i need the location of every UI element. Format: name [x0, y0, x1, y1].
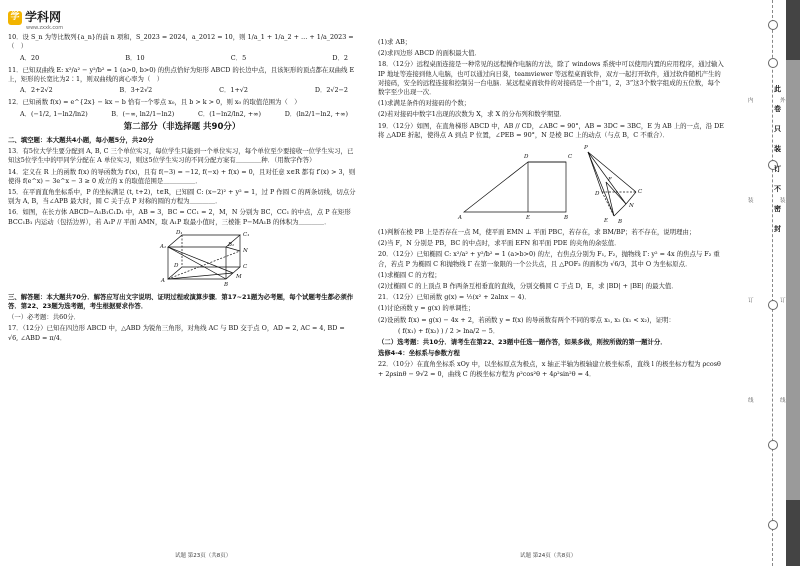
option: D．2 — [332, 53, 348, 62]
question-22: 22．（10分）在直角坐标系 xOy 中，以坐标原点为极点，x 轴正半轴为极轴建立极坐标系，直线 l 的极坐标方程为 ρcosθ + 2ρsinθ − 9√2 = 0，曲线 C 的极坐标方程为 ρ²cos²θ + 4ρ²sin²θ = 4． — [378, 360, 721, 378]
fig-label: N — [243, 247, 248, 254]
fig-label: D — [174, 262, 179, 269]
option: C．(1−ln2/ln2, +∞) — [197, 109, 261, 118]
logo-text: 学科网 — [25, 10, 62, 25]
option: C．1+√2 — [219, 86, 248, 95]
binding-outer-text: 线 — [780, 398, 786, 404]
question-12-options — [8, 110, 356, 119]
binding-hole — [768, 300, 778, 310]
left-column — [8, 8, 356, 345]
option: A．2+2√2 — [20, 86, 53, 95]
fig-label: B — [224, 281, 229, 288]
option: B．10 — [125, 53, 145, 62]
binding-strip — [786, 0, 800, 566]
option: A．(−1/2, 1−ln2/ln2) — [20, 109, 88, 118]
elective-heading: （二）选考题：共10分．请考生在第22、23题中任选一题作答，如果多做，则按所做的第一题计分． — [378, 338, 667, 347]
question-18: 18．（12分）远程桌面连接是一种常见的远程操作电脑的方法，除了 windows 系统中可以使用内置的应用程序，通过输入 IP 地址等连接到他人电脑，也可以通过向日葵，teamviewer 等远程桌面软件，双方一起打开软件，通过软件随机产生的对接码，安全的远程连接和控制另一台电脑．某远程桌面软件的对接码是一个由“1，2，3”这3个数字组成的五位数，每个数字至少出现一次． — [378, 60, 724, 97]
binding-margin — [742, 0, 800, 566]
question-16: 16．如图，在长方体 ABCD−A₁B₁C₁D₁ 中，AB = 3，BC = CC₁ = 2，M，N 分别为 BC，CC₁ 的中点，点 P 在矩形 BCC₁B₁ 内运动（包括边界），若 A₁P // 平面 AMN，取 A₁P 取最小值时，三棱锥 P−MA₁B 的体积为＿＿＿＿． — [8, 208, 351, 226]
logo-url: www.zxxk.com — [26, 25, 64, 31]
binding-text: 装 — [774, 145, 781, 153]
binding-inner-text: 装 — [748, 198, 754, 204]
fill-in-heading: 二、填空题：本大题共4小题，每小题5分，共20分 — [8, 136, 154, 145]
binding-text: 此 — [774, 85, 781, 93]
binding-inner-text: 订 — [748, 298, 754, 304]
question-17-part-2: (2)求四边形 ABCD 的面积最大值． — [378, 49, 481, 58]
fig-label: P — [584, 145, 588, 152]
binding-text: 订 — [774, 165, 781, 173]
part-two-title: 第二部分（非选择题 共90分） — [123, 121, 241, 132]
fig-label: D₁ — [176, 229, 183, 236]
question-13: 13．有5位大学生要分配到 A, B, C 三个单位实习，每位学生只能到一个单位实习，每个单位至少要接收一位学生实习，已知这5位学生中的甲同学分配在 A 单位实习，则这5位学生实习的不同分配方案有＿＿＿＿种．（用数字作答） — [8, 147, 354, 165]
right-page-footer: 试题 第24页（共8页） — [520, 553, 577, 559]
question-15: 15．在平面直角坐标系中，P 的坐标满足 (t, t+2)，t∈R，已知圆 C: (x−2)² + y² = 1，过 P 作圆 C 的两条切线，切点分别为 A, B，当∠APB 最大时，圆 C 关于点 P 对称的圆的方程为＿＿＿＿． — [8, 188, 356, 206]
binding-text: 封 — [774, 225, 781, 233]
question-10: 10．设 S_n 为等比数列{a_n}的前 n 项和，S_2023 = 2024，a_2012 = 10，则 1/a_1 + 1/a_2 + … + 1/a_2023 = （ ） — [8, 33, 354, 51]
fig-label: N — [629, 203, 634, 210]
fig-label: C — [568, 154, 573, 161]
question-21-part-2: (2)设函数 f(x) = g(x) − 4x + 2，若函数 y = f(x) 的导函数有两个不同的零点 x₁, x₂ (x₁ < x₂)，证明： — [378, 315, 675, 324]
binding-inner-text: 线 — [748, 398, 754, 404]
question-12: 12．已知函数 f(x) = e^{2x} − kx − b 恰有一个零点 x₀，且 b > k > 0，则 x₀ 的取值范围为（ ） — [8, 98, 301, 107]
fig-label: C — [243, 263, 248, 270]
fig-label: E — [526, 215, 531, 222]
binding-outer-text: 订 — [780, 298, 786, 304]
binding-hole — [768, 520, 778, 530]
binding-hole — [768, 58, 778, 68]
question-20: 20．（12分）已知椭圆 C: x²/a² + y²/b² = 1 (a>b>0) 的左，右焦点分别为 F₁, F₂，抛物线 Γ: y² = 4x 的焦点与 F₂ 重合，若点 P 为椭圆 C 和抛物线 Γ 在第一象限的一个公共点，且 △POF₂ 的面积为 √6/3，其中 O 为坐标原点． — [378, 250, 720, 268]
binding-strip-bottom — [786, 500, 800, 566]
question-11: 11．已知双曲线 E: x²/a² − y²/b² = 1 (a>0, b>0) 的焦点恰好为矩形 ABCD 的长边中点，且该矩形的顶点都在双曲线 E 上，矩形的长宽比为2∶1，则双曲线的离心率为（ ） — [8, 65, 355, 84]
question-19: 19．（12分）如图，在直角梯形 ABCD 中，AB // CD，∠ABC = 90°，AB = 3DC = 3BC，E 为 AB 上的一点，沿 DE 将 △ADE 折起，使得点 A 到点 P 位置，∠PEB = 90°，N 是棱 BC 上的动点（与点 B，C 不重合）． — [378, 121, 724, 139]
fig-label: B — [564, 215, 569, 222]
fig-label: D — [595, 191, 600, 198]
cuboid-diagram — [8, 229, 356, 293]
binding-text: 卷 — [774, 105, 781, 113]
option: B．3+2√2 — [119, 86, 153, 95]
binding-strip-top — [786, 0, 800, 60]
option: B．(−∞, ln2/1−ln2) — [111, 109, 175, 118]
option: C．5 — [230, 53, 247, 62]
question-19-part-1: (1)判断在棱 PB 上是否存在一点 M，使平面 EMN ⊥ 平面 PBC，若存在，求 BM/BP；若不存在，说明理由； — [378, 228, 696, 237]
fig-label: C — [638, 189, 643, 196]
binding-outer-text: 装 — [780, 198, 786, 204]
question-21-inequality: ( f(x₁) + f(x₂) ) / 2 > lna/2 − 5． — [398, 326, 500, 335]
binding-outer-text: 外 — [780, 98, 786, 104]
left-page-footer: 试题 第23页（共8页） — [175, 553, 232, 559]
option: A．20 — [20, 53, 40, 62]
question-18-part-1: (1)求满足条件的对接码的个数； — [378, 99, 471, 108]
fig-label: E — [604, 218, 609, 225]
fig-label: D — [524, 154, 529, 161]
question-17-part-1: (1)求 AB； — [378, 38, 412, 46]
question-19-part-2: (2)当 F，N 分别是 PB，BC 的中点时，求平面 EFN 和平面 PDE 的夹角的余弦值． — [378, 239, 621, 248]
solve-heading: 三、解答题：本大题共70分．解答应写出文字说明、证明过程或演算步骤．第17~21题为必考题，每个试题考生都必须作答．第22、23题为选考题，考生根据要求作答． — [8, 292, 354, 311]
option: D．2√2−2 — [314, 86, 348, 95]
binding-text: 不 — [774, 185, 781, 193]
elective-topic: 选修4-4：坐标系与参数方程 — [378, 349, 460, 358]
question-21-part-1: (1)讨论函数 y = g(x) 的单调性； — [378, 304, 475, 313]
fig-label: A — [161, 277, 165, 284]
option: D．(ln2/1−ln2, +∞) — [284, 109, 348, 118]
question-17: 17．（12分）已知在四边形 ABCD 中，△ABD 为锐角三角形，对角线 AC 与 BD 交于点 O，AD = 2, AC = 4, BD = √6, ∠ABD = π/4． — [8, 324, 345, 342]
question-11-options — [8, 86, 356, 95]
right-column — [378, 38, 726, 381]
binding-hole — [768, 20, 778, 30]
fig-label: B₁ — [228, 241, 235, 248]
figure-q16-cuboid — [8, 229, 356, 293]
binding-dashed-line — [772, 0, 773, 566]
required-heading: （一）必考题：共60分． — [8, 313, 81, 322]
fig-label: F — [608, 177, 612, 184]
fig-label: C₁ — [243, 231, 250, 238]
question-10-options — [8, 54, 356, 63]
question-21: 21．（12分）已知函数 g(x) = ½(x² + 2alnx − 4)． — [378, 293, 531, 302]
binding-text: 只 — [774, 125, 781, 133]
fig-label: B — [618, 219, 623, 226]
binding-hole — [768, 440, 778, 450]
binding-inner-text: 内 — [748, 98, 754, 104]
binding-text: 密 — [774, 205, 781, 213]
logo-mark: 学 — [8, 11, 22, 25]
question-20-part-2: (2)过椭圆 C 的上顶点 B 作两条互相垂直的直线，分别交椭圆 C 于点 D，E，求 |BD| + |BE| 的最大值． — [378, 282, 678, 291]
fig-label: A — [458, 215, 462, 222]
fig-label: M — [236, 273, 242, 280]
question-18-part-2: (2)若对接码中数字1出现的次数为 X，求 X 的分布列和数学期望． — [378, 110, 567, 119]
fig-label: A₁ — [160, 243, 167, 250]
question-14: 14．定义在 R 上的函数 f(x) 的导函数为 f′(x)，且有 f(−3) = −12, f(−x) + f(x) = 0，且对任意 x∈R 都有 f′(x) > 3，则使得 f(e^x) − 3e^x − 3 ≥ 0 成立的 x 的取值范围是＿＿＿＿＿． — [8, 167, 356, 185]
trapezoid-and-pyramid-diagram — [378, 142, 726, 228]
question-20-part-1: (1)求椭圆 C 的方程； — [378, 270, 441, 279]
figure-q19 — [378, 142, 726, 228]
